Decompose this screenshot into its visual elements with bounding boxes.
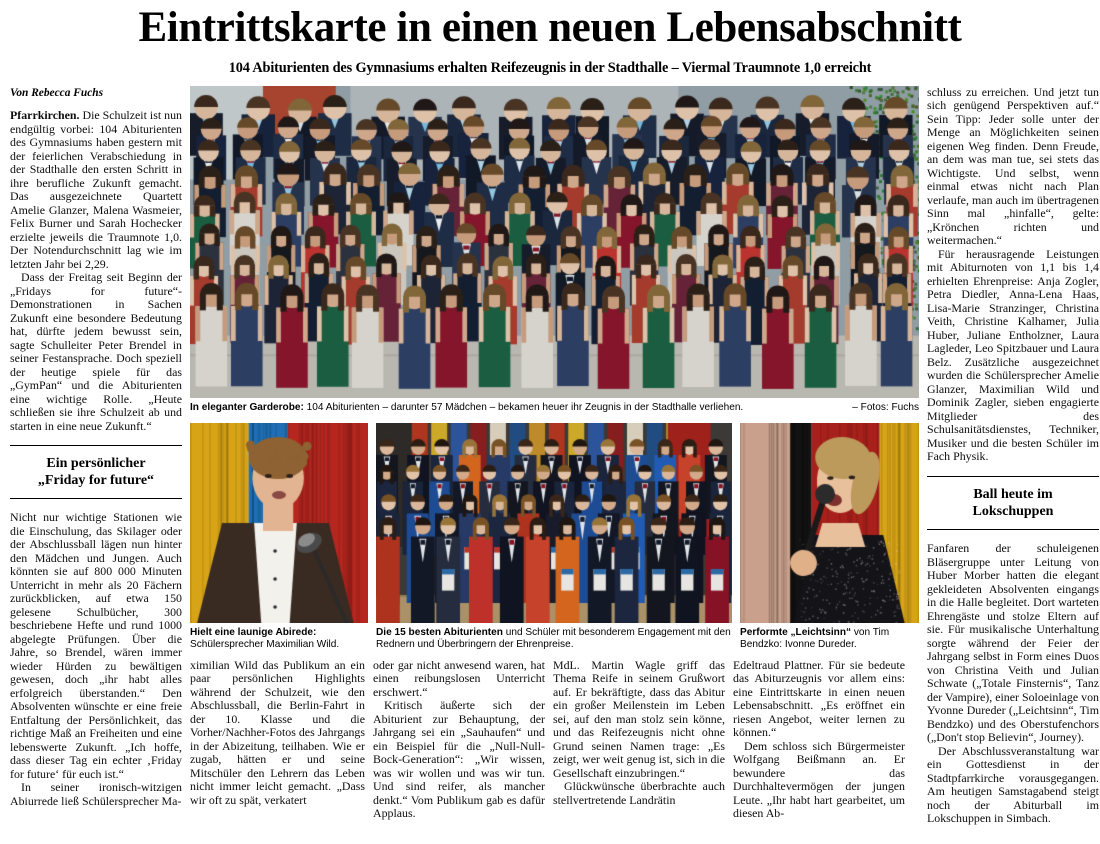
- paragraph-left-4: In seiner ironisch-witzigen Abiurrede ließ Schülersprecher Ma-: [10, 780, 182, 808]
- caption-photo-singer: [740, 627, 919, 650]
- paragraph-bottom-3a: MdL. Martin Wagle griff das Thema Reife in seinem Grußwort auf. Er bekräftigte, dass das Abitur ein großer Meilenstein im Leben sei, auf den man stolz sein könne, und das Reifezeugnis nicht ohne Grund seinen Namen trage: „Es zeigt, wer weit genug ist, sich in die Gesellschaft einzubringen.“: [553, 657, 725, 780]
- paragraph-bottom-2b: Kritisch äußerte sich der Abiturient zur Behauptung, der Jahrgang sei ein „Sauhaufen“ und ein Beispiel für die „Null-Null-Bock-Generation“: „Wir wissen, was wir wollen und was wir tun. Und sind reifer, als mancher denkt.“ Vom Publikum gab es dafür Applaus.: [373, 698, 545, 821]
- photo-credit: – Fotos: Fuchs: [852, 401, 919, 413]
- crosshead-right: Ball heute im Lokschuppen: [927, 476, 1099, 530]
- photo-block-singer: [740, 423, 919, 650]
- bottom-column-1: [190, 659, 365, 821]
- paragraph-left-2: Dass der Freitag seit Beginn der „Fridays for future“-Demonstrationen in Sachen Zukunft eine besondere Bedeutung hat, dürfte jedem bewusst sein, sagte Schulleiter Peter Brendel in seiner Festansprache. Doch speziell der heutige spiele für das „GymPan“ und die Abiturienten eine wichtige Rolle. „Heute schließen sie ihre Schulzeit ab und starten in eine neue Zukunft.“: [10, 270, 182, 433]
- photo-singer-yvonne-dureder: [740, 423, 919, 623]
- photo-maximilian-wild-speech: [190, 423, 368, 623]
- byline: Von Rebecca Fuchs: [10, 86, 104, 99]
- caption-speech-text: Schülersprecher Maximilian Wild.: [190, 639, 340, 651]
- top-columns: [10, 84, 1099, 826]
- crosshead-left: Ein persönlicher „Friday for future“: [10, 445, 182, 499]
- photo-row: [190, 423, 919, 650]
- group-photo-abiturienten: [190, 86, 919, 398]
- bottom-column-4: [733, 659, 905, 821]
- photo-block-best: [376, 423, 732, 650]
- column-left: [10, 86, 182, 808]
- paragraph-right-4: Der Abschlussveranstaltung war ein Gottesdienst in der Stadtpfarrkirche vorausgegangen. Am heutigen Samstagabend steigt noch der Abiturball im Lokschuppen in Simbach.: [927, 743, 1099, 826]
- caption-singer-lead: Performte „Leichtsinn“: [740, 627, 852, 639]
- paragraph-bottom-3b: Glückwünsche überbrachte auch stellvertretende Landrätin: [553, 779, 725, 807]
- caption-photo-best: [376, 627, 732, 650]
- paragraph-bottom-4b: Dem schloss sich Bürgermeister Wolfgang Beißmann an. Er bewundere das Durchhaltevermögen der jungen Leute. „Ihr habt hart gearbeitet, um diesen Ab-: [733, 738, 905, 821]
- newspaper-page: [0, 6, 1100, 844]
- caption-best-text: und Schüler mit besonderem Engagement mit den Rednern und Überbringern der Ehrenpreise.: [376, 627, 731, 651]
- caption-photo-speech: [190, 627, 368, 650]
- page-subheadline: 104 Abiturienten des Gymnasiums erhalten Reifezeugnis in der Stadthalle – Viermal Traumnote 1,0 erreicht: [228, 59, 872, 76]
- column-right: [927, 86, 1099, 826]
- bottom-column-3: [553, 659, 725, 821]
- caption-main-photo: [190, 402, 919, 414]
- caption-speech-lead: Hielt eine launige Abirede:: [190, 627, 317, 639]
- paragraph-right-3: Fanfaren der schuleigenen Bläsergruppe unter Leitung von Huber Morber hatten die elegant gekleideten Absolventen eingangs in die Halle begleitet. Dort warteten Ehrengäste und stolze Eltern auf sie. Für musikalische Unterhaltung sorgte während der Feier der Jahrgang selbst in Form eines Duos von Christina Veith und Julian Schwate („Totale Finsternis“, Tanz der Vampire), einer Soloeinlage von Yvonne Dureder („Leichtsinn“, Tim Bendzko) und des Oberstufenchors („Don't stop Believin“, Journey).: [927, 541, 1099, 745]
- paragraph-bottom-4a: Edeltraud Plattner. Für sie bedeute das Abiturzeugnis vor allem eins: eine Eintrittskarte in einen neuen Lebensabschnitt. „Es eröffnet ein riesen Angebot, weiter lernen zu können.“: [733, 657, 905, 740]
- bottom-text-columns: [190, 659, 919, 821]
- paragraph-left-1-text: Die Schulzeit ist nun endgültig vorbei: 104 Abiturienten des Gymnasiums haben gestern mit der feierlichen Verabschiedung in der Stadthalle den ersten Schritt in ihre berufliche Zukunft gemacht. Das ausgezeichnete Quartett Amelie Glanzer, Malena Wasmeier, Felix Burner und Sarah Hochecker erzielte jeweils die Traumnote 1,0. Der Notendurchschnitt lag wie im letzten Jahr bei 2,29.: [10, 108, 182, 271]
- paragraph-bottom-2a: oder gar nicht anwesend waren, hat einen reibungslosen Unterricht erschwert.“: [373, 657, 545, 699]
- caption-singer-text: von Tim Bendzko: Ivonne Dureder.: [740, 627, 890, 651]
- paragraph-right-1: schluss zu erreichen. Und jetzt tun sich genügend Perspektiven auf.“ Sein Tipp: Jeder solle unter der Menge an Möglichkeiten seinen eigenen Weg finden. Denn Freude, an dem was man tue, sei stets das Wichtigste. Und selbst, wenn einmal etwas nicht nach Plan verlaufe, man auch im übertragenen Sinn mal „hinfalle“, gelte: „Krönchen richten und weitermachen.“: [927, 84, 1099, 248]
- dateline: Pfarrkirchen.: [10, 108, 80, 123]
- article-body: [0, 86, 1100, 826]
- caption-best-lead: Die 15 besten Abiturienten: [376, 627, 503, 639]
- paragraph-left-3: Nicht nur wichtige Stationen wie die Einschulung, das Skilager oder der Abschlussball lägen nun hinter den Mädchen und Jungen. Auch könnten sie auf 800 000 Minuten Unterricht in mehr als 20 Fächern zurückblicken, auf etwa 150 gelesene Schulbücher, 300 beschriebene Hefte und rund 1000 abgelegte Prüfungen. Über die Jahre, so Brendel, wären immer wieder Hürden zu bewältigen gewesen, doch „ihr habt alles erfolgreich überstanden.“ Den Absolventen wünschte er eine freie Entfaltung der Persönlichkeit, das richtige Maß an Freiheiten und eine lebenswerte Zukunft. „Ich hoffe, dass dieser Tag ein echter ‚Friday for future‘ für euch ist.“: [10, 510, 182, 781]
- paragraph-bottom-1: ximilian Wild das Publikum an ein paar persönlichen Highlights während der Schulzeit, wie den Abschlussball, die Berlin-Fahrt in der 10. Klasse und die Vorher/Nachher-Fotos des Jahrgangs in der Abizeitung, teilhaben. Wie er zugab, hätten er und seine Mitschüler den Lehrern das Leben nicht immer leicht gemacht. „Dass wir oft zu spät, verkatert: [190, 657, 366, 807]
- bottom-column-2: [373, 659, 545, 821]
- page-headline: Eintrittskarte in einen neuen Lebensabschnitt: [138, 4, 962, 51]
- paragraph-left-1: [10, 109, 182, 271]
- column-middle: [190, 86, 919, 821]
- photo-block-speech: [190, 423, 368, 650]
- caption-main-lead: In eleganter Garderobe:: [190, 401, 304, 413]
- photo-best-abiturienten-group: [376, 423, 732, 623]
- caption-main-text: 104 Abiturienten – darunter 57 Mädchen – bekamen heuer ihr Zeugnis in der Stadthalle verliehen.: [303, 401, 744, 413]
- paragraph-right-2: Für herausragende Leistungen mit Abiturnoten von 1,1 bis 1,4 erhielten Ehrenpreise: Anja Zogler, Petra Diedler, Anna-Lena Haas, Lisa-Marie Stranzinger, Christina Veith, Christine Kalhamer, Julia Huber, Juliane Entholzner, Laura Lagleder, Leo Spitzbauer und Laura Belz. Zusätzliche ausgezeichnet wurden die Schülersprecher Amelie Glanzer, Maximilian Wild und Dominik Zagler, sieben engagierte Mitglieder des Schulsanitätsdienstes, Techniker, Musiker und die besten Schüler im Fach Physik.: [927, 246, 1099, 464]
